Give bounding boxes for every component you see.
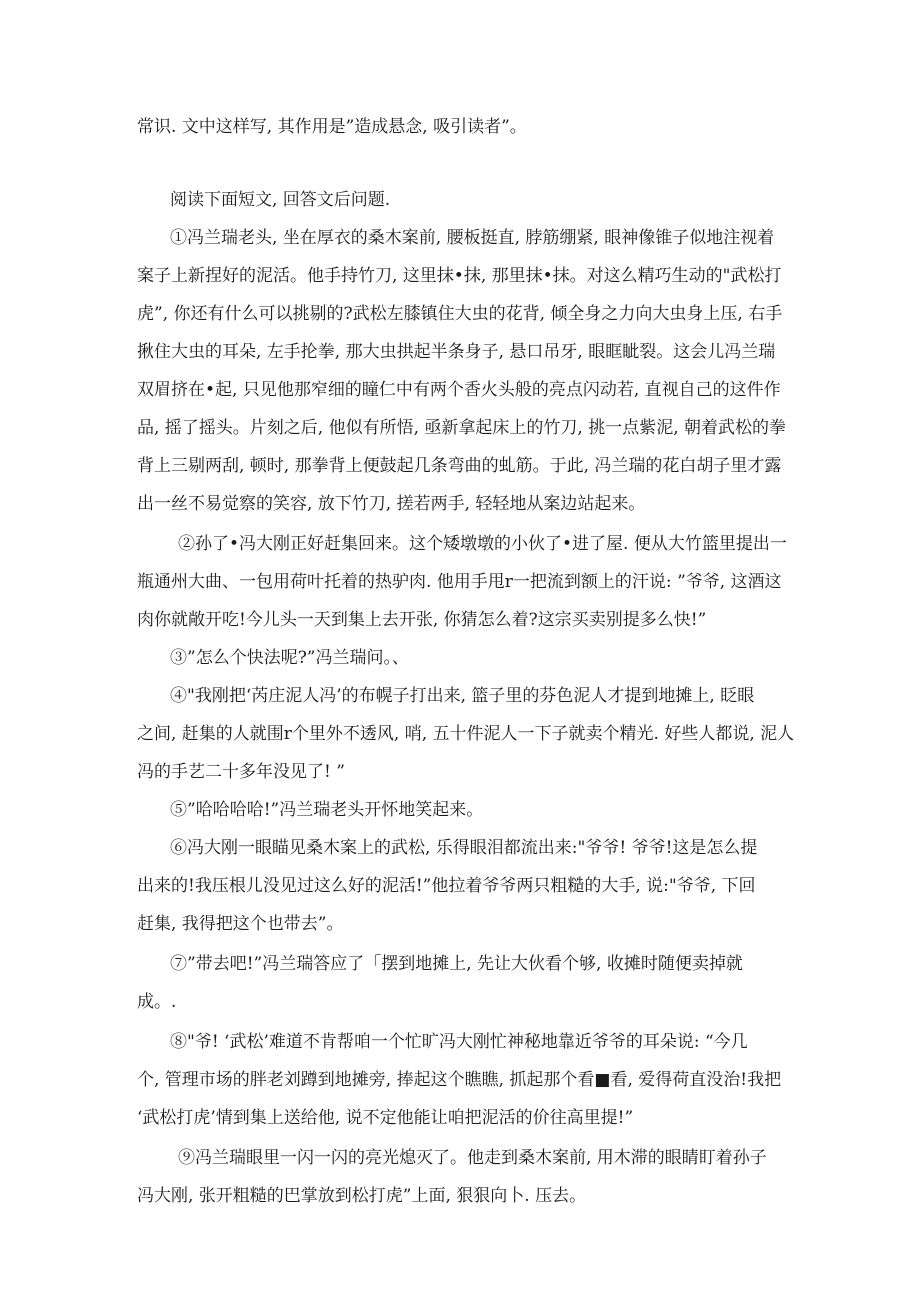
intro-line: 常识. 文中这样写, 其作用是”造成悬念, 吸引读者”。 [137, 117, 527, 137]
text-line: 冯的手艺二十多年没见了! ” [137, 762, 345, 782]
text-line: ④"我刚把‘芮庄泥人冯’的布幌子打出来, 篮子里的芬色泥人才提到地摊上, 眨眼 [170, 686, 755, 706]
text-line: ③”怎么个快法呢?”冯兰瑞问。、 [170, 648, 409, 668]
text-line: 肉你就敞开吃!今儿头一天到集上去开张, 你猜怎么着?这宗买卖别提多么快!” [137, 610, 707, 630]
text-line: 双眉挤在•起, 只见他那窄细的瞳仁中有两个香火头般的亮点闪动若, 直视自己的这件作 [137, 380, 781, 400]
text-line: ⑧"爷! ‘武松’难道不肯帮咱一个忙旷冯大刚忙神秘地靠近爷爷的耳朵说: “今几 [170, 1032, 748, 1052]
text-line: 揪住大虫的耳朵, 左手抡拳, 那大虫拱起半条身子, 悬口吊牙, 眼眶眦裂。这会儿冯兰瑞 [137, 342, 776, 362]
text-line: 个, 管理市场的胖老刘蹲到地摊旁, 捧起这个瞧瞧, 抓起那个看■看, 爱得荷直没治!我把 [137, 1070, 782, 1090]
text-line: ⑦”带去吧!”冯兰瑞答应了「摆到地摊上, 先让大伙看个够, 收摊时随便卖掉就 [170, 954, 743, 974]
text-line: ⑨冯兰瑞眼里一闪一闪的亮光熄灭了。他走到桑木案前, 用木滞的眼睛盯着孙子 [178, 1148, 767, 1168]
text-line: 品, 摇了摇头。片刻之后, 他似有所悟, 亟新拿起床上的竹刀, 挑一点紫泥, 朝着武松的拳 [137, 418, 787, 438]
text-line: 背上三剔两刮, 顿时, 那拳背上便鼓起几条弯曲的虬筋。于此, 冯兰瑞的花白胡子里才露 [137, 456, 782, 476]
text-line: ②孙了•冯大刚正好赶集回来。这个矮墩墩的小伙了•进了屋. 便从大竹篮里提出一 [178, 534, 787, 554]
text-line: 出一丝不易觉察的笑容, 放下竹刀, 搓若两手, 轻轻地从案边站起来。 [137, 494, 646, 514]
text-line: 之间, 赶集的人就围r个里外不透风, 哨, 五十件泥人一下子就卖个精光. 好些人都说, 泥人 [137, 724, 795, 744]
text-line: ⑤”哈哈哈哈!”冯兰瑞老头开怀地笑起来。 [170, 800, 484, 820]
text-line: ‘武松打虎’情到集上送给他, 说不定他能让咱把泥活的价往高里提!” [137, 1108, 634, 1128]
text-line: 成。. [137, 992, 177, 1012]
text-line: 案子上新捏好的泥活。他手持竹刀, 这里抹•抹, 那里抹•抹。对这么精巧生动的"武松打 [137, 266, 782, 286]
text-line: 出来的!我压根儿没见过这么好的泥活!”他拉着爷爷两只粗糙的大手, 说:"爷爷, 下回 [137, 876, 756, 896]
text-line: ⑥冯大刚一眼瞄见桑木案上的武松, 乐得眼泪都流出来:"爷爷! 爷爷!这是怎么提 [170, 838, 758, 858]
instruction-line: 阅读下面短文, 回答文后问题. [170, 190, 391, 210]
text-line: 虎”, 你还有什么可以挑剔的?武松左膝镇住大虫的花背, 倾全身之力向大虫身上压, 右手 [137, 304, 783, 324]
text-line: ①冯兰瑞老头, 坐在厚衣的桑木案前, 腰板挺直, 脖筋绷紧, 眼神像锥子似地注视着 [170, 228, 775, 248]
text-line: 冯大刚, 张开粗糙的巴掌放到松打虎”上面, 狠狠向卜. 压去。 [137, 1186, 587, 1206]
text-line: 瓶通州大曲、一包用荷叶托着的热驴肉. 他用手甩r一把流到额上的汗说: ”爷爷, 这酒这 [137, 572, 782, 592]
text-line: 赶集, 我得把这个也带去”。 [137, 914, 344, 934]
